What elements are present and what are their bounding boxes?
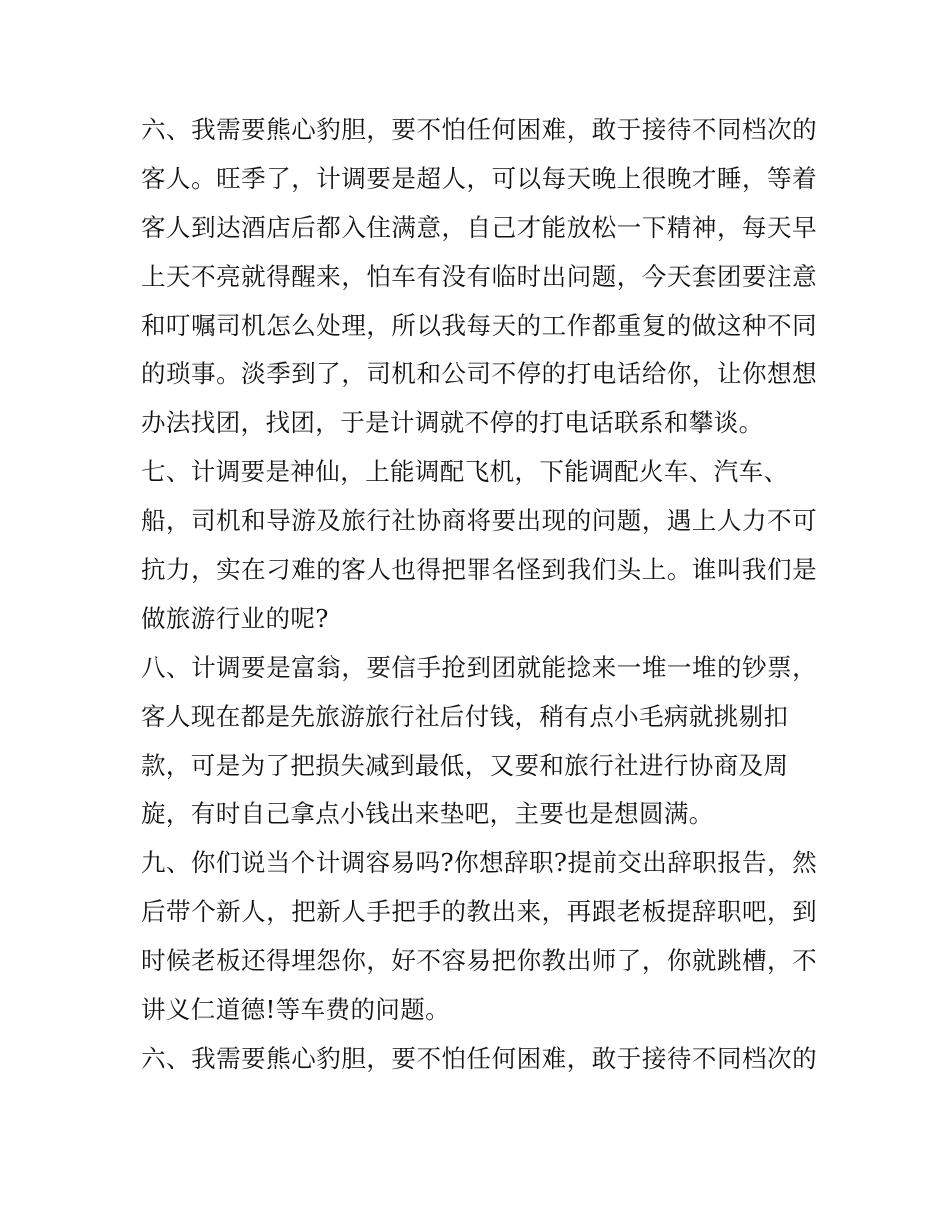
text-line: 讲义仁道德!等车费的问题。 <box>141 995 451 1025</box>
text-line: 九、你们说当个计调容易吗?你想辞职?提前交出辞职报告，然 <box>141 848 817 878</box>
text-line: 办法找团，找团，于是计调就不停的打电话联系和攀谈。 <box>141 408 764 438</box>
text-line: 六、我需要熊心豹胆，要不怕任何困难，敢于接待不同档次的 <box>141 115 817 144</box>
text-line: 的琐事。淡季到了，司机和公司不停的打电话给你，让你想想 <box>141 359 817 389</box>
text-line: 七、计调要是神仙，上能调配飞机，下能调配火车、汽车、 <box>141 457 789 487</box>
text-line: 做旅游行业的呢? <box>141 603 329 633</box>
text-line: 抗力，实在刁难的客人也得把罪名怪到我们头上。谁叫我们是 <box>141 555 817 585</box>
text-line: 船，司机和导游及旅行社协商将要出现的问题，遇上人力不可 <box>141 506 817 536</box>
text-line: 客人。旺季了，计调要是超人，可以每天晚上很晚才睡，等着 <box>141 163 817 193</box>
text-line: 时候老板还得埋怨你，好不容易把你教出师了，你就跳槽，不 <box>141 946 817 976</box>
text-line: 上天不亮就得醒来，怕车有没有临时出问题，今天套团要注意 <box>141 261 817 291</box>
text-line: 客人现在都是先旅游旅行社后付钱，稍有点小毛病就挑剔扣 <box>141 701 789 731</box>
text-line: 八、计调要是富翁，要信手抢到团就能捻来一堆一堆的钞票， <box>141 652 817 682</box>
text-line: 款，可是为了把损失减到最低，又要和旅行社进行协商及周 <box>141 750 789 780</box>
text-line: 客人到达酒店后都入住满意，自己才能放松一下精神，每天早 <box>141 212 817 242</box>
text-line: 和叮嘱司机怎么处理，所以我每天的工作都重复的做这种不同 <box>141 310 817 340</box>
text-line: 后带个新人，把新人手把手的教出来，再跟老板提辞职吧，到 <box>141 897 817 927</box>
text-line: 旋，有时自己拿点小钱出来垫吧，主要也是想圆满。 <box>141 799 714 829</box>
text-line: 六、我需要熊心豹胆，要不怕任何困难，敢于接待不同档次的 <box>141 1043 817 1073</box>
body-text <box>141 106 817 1084</box>
